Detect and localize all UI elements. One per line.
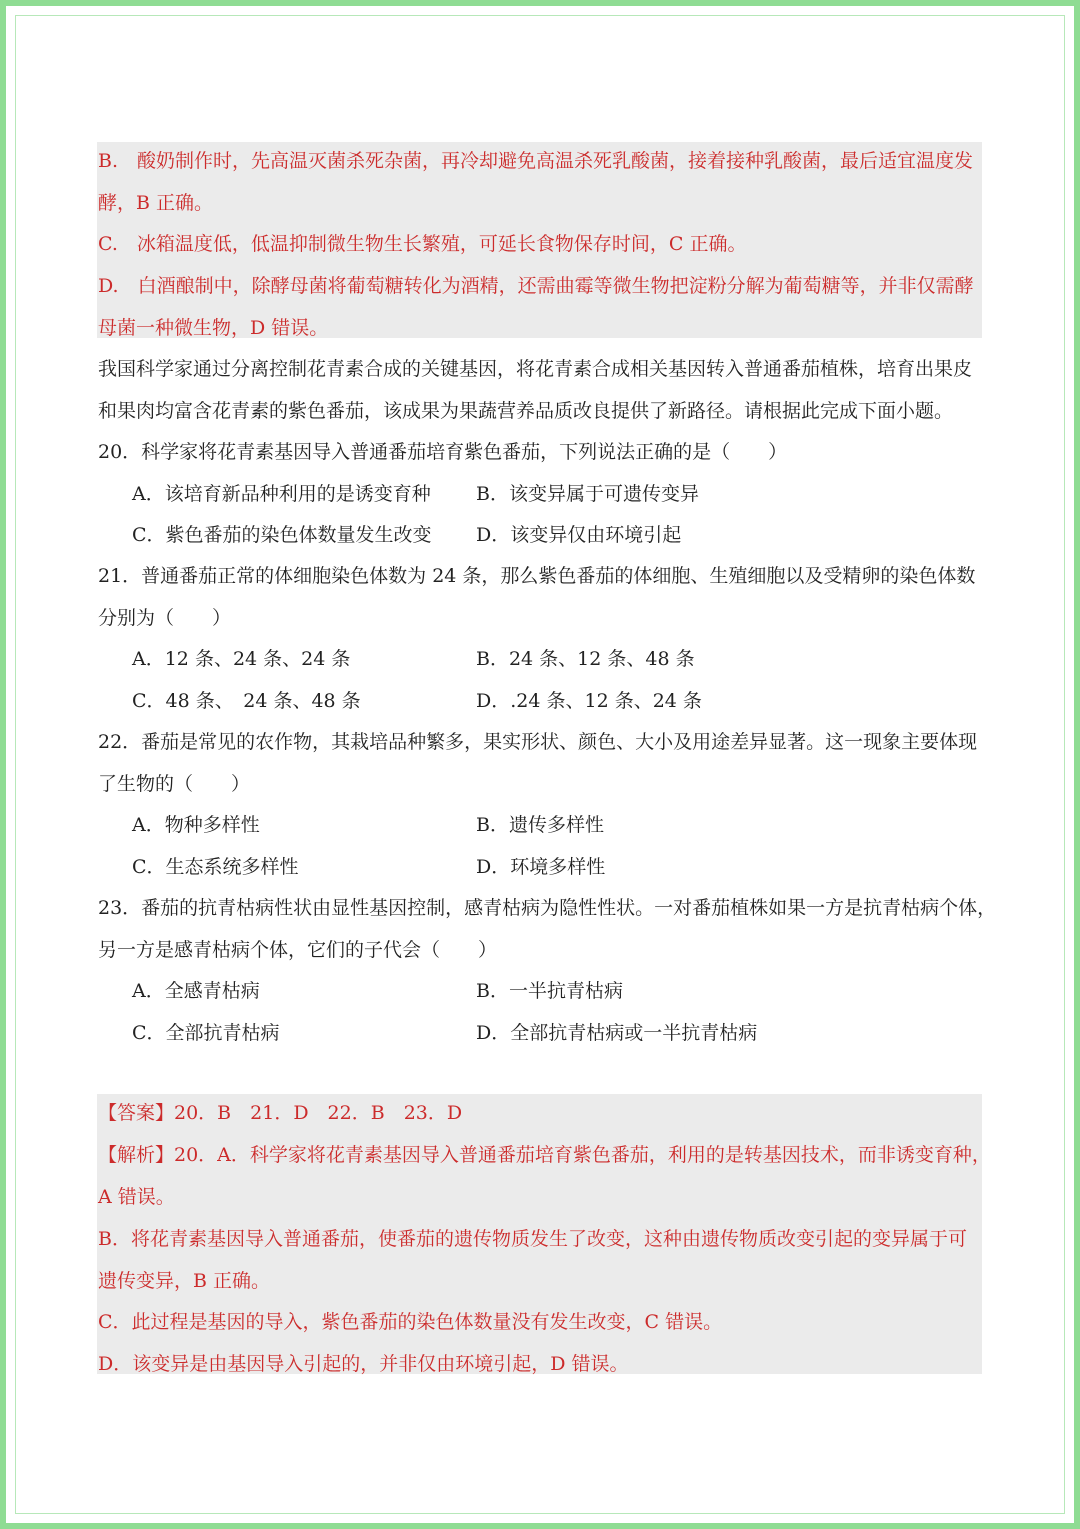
- analysis-b-line-1: B. 酸奶制作时，先高温灭菌杀死杂菌，再冷却避免高温杀死乳酸菌，接着接种乳酸菌，最后适宜温度发: [98, 150, 974, 172]
- question-20-option-d: D．该变异仅由环境引起: [476, 524, 682, 546]
- question-21-option-b: B．24 条、12 条、48 条: [476, 648, 695, 670]
- question-21-option-c: C．48 条、 24 条、48 条: [132, 690, 361, 712]
- question-20-option-b: B．该变异属于可遗传变异: [476, 483, 699, 505]
- question-23-stem-line-1: 23．番茄的抗青枯病性状由显性基因控制，感青枯病为隐性性状。一对番茄植株如果一方是抗青枯病个体，: [98, 897, 997, 919]
- question-21-option-a: A．12 条、24 条、24 条: [132, 648, 351, 670]
- question-22-stem-line-2: 了生物的（ ）: [98, 773, 251, 795]
- analysis-20-line-2: A 错误。: [98, 1186, 175, 1208]
- question-22-option-b: B．遗传多样性: [476, 814, 604, 836]
- question-22-option-c: C．生态系统多样性: [132, 856, 299, 878]
- question-23-option-d: D．全部抗青枯病或一半抗青枯病: [476, 1022, 758, 1044]
- analysis-20-b-line-2: 遗传变异，B 正确。: [98, 1270, 271, 1292]
- question-23-option-c: C．全部抗青枯病: [132, 1022, 280, 1044]
- analysis-20-b-line-1: B．将花青素基因导入普通番茄，使番茄的遗传物质发生了改变，这种由遗传物质改变引起的变异属于可: [98, 1228, 967, 1250]
- analysis-b-line-2: 酵，B 正确。: [98, 192, 214, 214]
- analysis-d-line-1: D. 白酒酿制中，除酵母菌将葡萄糖转化为酒精，还需曲霉等微生物把淀粉分解为葡萄糖等，并非仅需酵: [98, 275, 974, 297]
- question-21-option-d: D．.24 条、12 条、24 条: [476, 690, 702, 712]
- question-22-option-a: A．物种多样性: [132, 814, 260, 836]
- question-20-option-a: A．该培育新品种利用的是诱变育种: [132, 483, 431, 505]
- question-22-option-d: D．环境多样性: [476, 856, 606, 878]
- question-21-stem-line-1: 21．普通番茄正常的体细胞染色体数为 24 条，那么紫色番茄的体细胞、生殖细胞以及受精卵的染色体数: [98, 565, 976, 587]
- analysis-20-line-1: 【解析】20．A．科学家将花青素基因导入普通番茄培育紫色番茄，利用的是转基因技术，而非诱变育种，: [98, 1144, 991, 1166]
- question-23-stem-line-2: 另一方是感青枯病个体，它们的子代会（ ）: [98, 939, 498, 961]
- analysis-c-line: C. 冰箱温度低，低温抑制微生物生长繁殖，可延长食物保存时间，C 正确。: [98, 233, 747, 255]
- answer-line: 【答案】20．B 21．D 22．B 23．D: [98, 1102, 463, 1124]
- question-21-stem-line-2: 分别为（ ）: [98, 607, 232, 629]
- analysis-d-line-2: 母菌一种微生物，D 错误。: [98, 317, 329, 339]
- question-20-stem: 20．科学家将花青素基因导入普通番茄培育紫色番茄，下列说法正确的是（ ）: [98, 441, 788, 463]
- question-20-option-c: C．紫色番茄的染色体数量发生改变: [132, 524, 432, 546]
- passage-line-1: 我国科学家通过分离控制花青素合成的关键基因，将花青素合成相关基因转入普通番茄植株，培育出果皮: [98, 358, 973, 380]
- question-23-option-b: B．一半抗青枯病: [476, 980, 623, 1002]
- analysis-20-c-line: C．此过程是基因的导入，紫色番茄的染色体数量没有发生改变，C 错误。: [98, 1311, 723, 1333]
- question-22-stem-line-1: 22．番茄是常见的农作物，其栽培品种繁多，果实形状、颜色、大小及用途差异显著。这一现象主要体现: [98, 731, 978, 753]
- analysis-20-d-line: D．该变异是由基因导入引起的，并非仅由环境引起，D 错误。: [98, 1353, 629, 1375]
- question-23-option-a: A．全感青枯病: [132, 980, 260, 1002]
- passage-line-2: 和果肉均富含花青素的紫色番茄，该成果为果蔬营养品质改良提供了新路径。请根据此完成下面小题。: [98, 400, 954, 422]
